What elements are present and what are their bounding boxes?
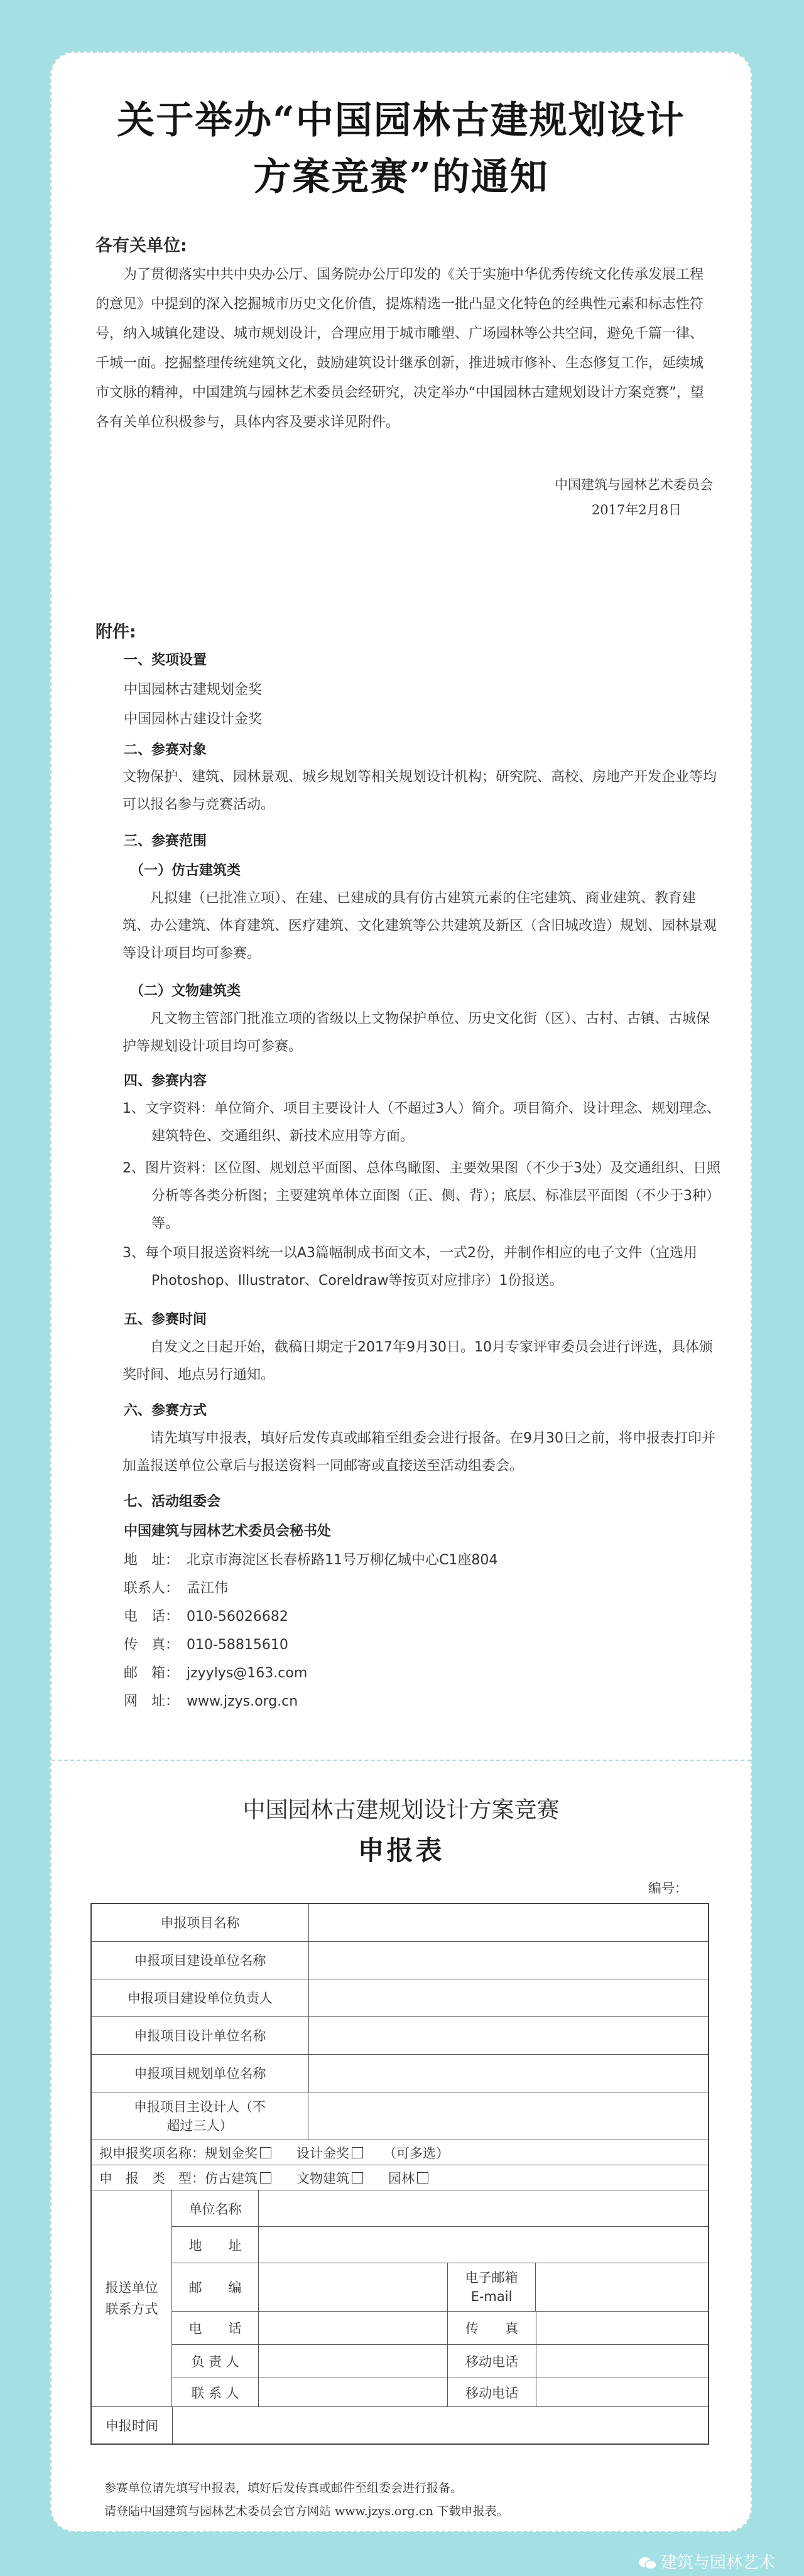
form-number-label: 编号： (648, 1881, 688, 1896)
sender-field-value[interactable] (259, 2345, 448, 2378)
checkbox[interactable] (260, 2147, 271, 2158)
checkbox[interactable] (352, 2147, 363, 2158)
sender-row (172, 2378, 708, 2406)
attachment-heading: 附件: (95, 622, 136, 642)
notice-card (50, 51, 752, 2532)
sender-row (172, 2345, 708, 2378)
award-note: （可多选） (383, 2145, 449, 2161)
section-content-heading: 四、参赛内容 (124, 1073, 207, 1089)
form-row-value[interactable] (309, 1942, 708, 1979)
sender-field-value[interactable] (536, 2345, 708, 2378)
chat-bubble-icon (638, 2556, 657, 2571)
contact-person (124, 1578, 228, 1597)
contact-value: 010-58815610 (187, 1637, 288, 1653)
form-row-value[interactable] (173, 2407, 708, 2443)
section-participants-heading: 二、参赛对象 (124, 742, 207, 758)
form-row-label: 申报项目名称 (92, 1904, 309, 1941)
sender-field-value[interactable] (259, 2263, 448, 2311)
form-note: 参赛单位请先填写申报表，填好后发传真或邮件至组委会进行报备。 (104, 2481, 463, 2495)
award-option: 设计金奖 (296, 2145, 349, 2161)
form-row-label: 申报项目规划单位名称 (92, 2055, 309, 2092)
signer: 中国建筑与园林艺术委员会 (555, 477, 713, 492)
method-text: 请先填写申报表，填好后发传真或邮箱至组委会进行报备。在9月30日之前，将申报表打印并加盖报送单位公章后与报送资料一同邮寄或直接送至活动组委会。 (122, 1431, 715, 1474)
contact-key: 邮 箱： (124, 1665, 180, 1681)
date: 2017年2月8日 (591, 502, 682, 517)
sender-field-value[interactable] (536, 2378, 708, 2406)
contact-email (124, 1662, 307, 1682)
content-item-1: 1、文字资料：单位简介、项目主要设计人（不超过3人）简介。项目简介、设计理念、规划理念、建筑特色、交通组织、新技术应用等方面。 (122, 1101, 720, 1144)
type-label: 申 报 类 型： (99, 2170, 205, 2186)
sender-field-label: 邮 编 (172, 2263, 259, 2311)
sender-row (172, 2312, 708, 2345)
form-row (92, 2407, 708, 2443)
sender-label: 报送单位联系方式 (92, 2190, 172, 2406)
sender-field-label: 联 系 人 (172, 2378, 259, 2406)
type-option: 文物建筑 (296, 2170, 349, 2186)
watermark (638, 2550, 775, 2573)
sender-field-value[interactable] (259, 2378, 448, 2406)
award-checkbox-row (92, 2140, 708, 2165)
type-option: 园林 (388, 2170, 415, 2186)
type-checkbox-row (92, 2165, 708, 2190)
sender-field-label: 传 真 (448, 2312, 536, 2344)
contact-value: 010-56026682 (187, 1609, 288, 1625)
contact-key: 电 话： (124, 1609, 180, 1625)
contact-value: 孟江伟 (187, 1581, 229, 1596)
greeting: 各有关单位: (95, 236, 187, 256)
section-time-heading: 五、参赛时间 (124, 1312, 207, 1328)
form-row-label: 申报项目设计单位名称 (92, 2017, 309, 2054)
sender-field-label: 负 责 人 (172, 2345, 259, 2378)
form-row-label: 申报项目建设单位负责人 (92, 1979, 309, 2016)
form-row-label: 申报时间 (92, 2407, 173, 2443)
application-form-table (90, 1903, 709, 2445)
award-item: 中国园林古建设计金奖 (124, 712, 263, 727)
sender-field-label: 地 址 (172, 2227, 259, 2263)
form-row (92, 2055, 708, 2092)
sender-field-value[interactable] (536, 2263, 708, 2311)
form-row-value[interactable] (309, 1904, 708, 1941)
scope-sub2-heading: （二）文物建筑类 (130, 983, 241, 999)
section-awards-heading: 一、奖项设置 (124, 652, 207, 668)
sender-field-value[interactable] (536, 2312, 708, 2344)
sender-field-value[interactable] (259, 2227, 708, 2263)
checkbox[interactable] (260, 2172, 271, 2184)
content-item-2: 2、图片资料：区位图、规划总平面图、总体鸟瞰图、主要效果图（不少于3处）及交通组织、日照分析等各类分析图；主要建筑单体立面图（正、侧、背）；底层、标准层平面图（不少于3种）等。 (122, 1161, 720, 1231)
award-label: 拟申报奖项名称： (99, 2145, 205, 2161)
form-note: 请登陆中国建筑与园林艺术委员会官方网站 www.jzys.org.cn 下载申报表。 (104, 2504, 509, 2518)
section-committee-heading: 七、活动组委会 (124, 1494, 221, 1510)
form-row-label: 申报项目主设计人（不超过三人） (92, 2092, 308, 2140)
sender-block (92, 2190, 708, 2407)
type-option: 仿古建筑 (205, 2170, 258, 2186)
form-row-label: 申报项目建设单位名称 (92, 1942, 309, 1979)
sender-row (172, 2190, 708, 2227)
contact-fax (124, 1634, 288, 1653)
contact-value[interactable]: jzyylys@163.com (187, 1665, 308, 1681)
sender-field-label: 电子邮箱E-mail (448, 2263, 536, 2311)
notice-title-line1: 关于举办“中国园林古建规划设计 (117, 99, 685, 143)
sender-field-label: 移动电话 (448, 2345, 536, 2378)
contact-key: 传 真： (124, 1637, 180, 1653)
sender-field-label: 移动电话 (448, 2378, 536, 2406)
scope-sub1-heading: （一）仿古建筑类 (130, 863, 241, 879)
contact-value: 北京市海淀区长春桥路11号万柳亿城中心C1座804 (187, 1552, 498, 1568)
form-row (92, 2092, 708, 2140)
award-item: 中国园林古建规划金奖 (124, 682, 263, 698)
sender-fields (172, 2190, 708, 2406)
form-row-value[interactable] (309, 2055, 708, 2092)
form-row-value[interactable] (309, 2017, 708, 2054)
sender-field-value[interactable] (259, 2190, 708, 2226)
form-row-value[interactable] (308, 2092, 708, 2140)
form-row (92, 1942, 708, 1979)
form-row (92, 2017, 708, 2055)
scope-sub1-text: 凡拟建（已批准立项）、在建、已建成的具有仿古建筑元素的住宅建筑、商业建筑、教育建筑、办公建筑、体育建筑、医疗建筑、文化建筑等公共建筑及新区（含旧城改造）规划、园林景观等设计项目均可参赛。 (122, 890, 717, 961)
contact-website (124, 1691, 298, 1710)
contact-key: 网 址： (124, 1694, 180, 1709)
checkbox[interactable] (417, 2172, 428, 2184)
section-method-heading: 六、参赛方式 (124, 1403, 207, 1419)
intro-paragraph: 为了贯彻落实中共中央办公厅、国务院办公厅印发的《关于实施中华优秀传统文化传承发展工程的意见》中提到的深入挖掘城市历史文化价值，提炼精选一批凸显文化特色的经典性元素和标志性符号，纳入城镇化建设、城市规划设计，合理应用于城市雕塑、广场园林等公共空间，避免千篇一律、千城一面。挖掘整理传统建筑文化，鼓励建筑设计继承创新，推进城市修补、生态修复工作，延续城市文脉的精神，中国建筑与园林艺术委员会经研究，决定举办“中国园林古建规划设计方案竞赛”，望各有关单位积极参与，具体内容及要求详见附件。 (95, 267, 704, 430)
award-option: 规划金奖 (205, 2145, 258, 2161)
contact-address (124, 1549, 497, 1569)
sender-row (172, 2263, 708, 2312)
section-scope-heading: 三、参赛范围 (124, 833, 207, 849)
content-item-3: 3、每个项目报送资料统一以A3篇幅制成书面文本，一式2份，并制作相应的电子文件（宜选用Photoshop、Illustrator、Coreldraw等按页对应排序）1份报送。 (122, 1245, 698, 1289)
form-row-value[interactable] (309, 1979, 708, 2016)
form-row (92, 1979, 708, 2017)
time-text: 自发文之日起开始，截稿日期定于2017年9月30日。10月专家评审委员会进行评选，具体颁奖时间、地点另行通知。 (122, 1339, 713, 1383)
sender-field-value[interactable] (259, 2312, 448, 2344)
section-divider (52, 1760, 751, 1761)
contact-key: 地 址： (124, 1552, 180, 1568)
form-row (92, 1904, 708, 1942)
contact-phone (124, 1606, 288, 1625)
notice-title-line2: 方案竞赛”的通知 (253, 155, 549, 199)
sender-field-label: 电 话 (172, 2312, 259, 2344)
committee-org: 中国建筑与园林艺术委员会秘书处 (124, 1523, 332, 1539)
scope-sub2-text: 凡文物主管部门批准立项的省级以上文物保护单位、历史文化街（区）、古村、古镇、古城保护等规划设计项目均可参赛。 (122, 1011, 710, 1054)
sender-row (172, 2227, 708, 2263)
participants-text: 文物保护、建筑、园林景观、城乡规划等相关规划设计机构；研究院、高校、房地产开发企业等均可以报名参与竞赛活动。 (122, 769, 717, 813)
form-subtitle: 申报表 (357, 1835, 445, 1866)
sender-field-label: 单位名称 (172, 2190, 259, 2226)
contact-key: 联系人： (124, 1581, 180, 1596)
contact-value[interactable]: www.jzys.org.cn (187, 1694, 298, 1709)
checkbox[interactable] (352, 2172, 363, 2184)
form-title: 中国园林古建规划设计方案竞赛 (242, 1797, 560, 1823)
watermark-text: 建筑与园林艺术 (660, 2553, 775, 2572)
